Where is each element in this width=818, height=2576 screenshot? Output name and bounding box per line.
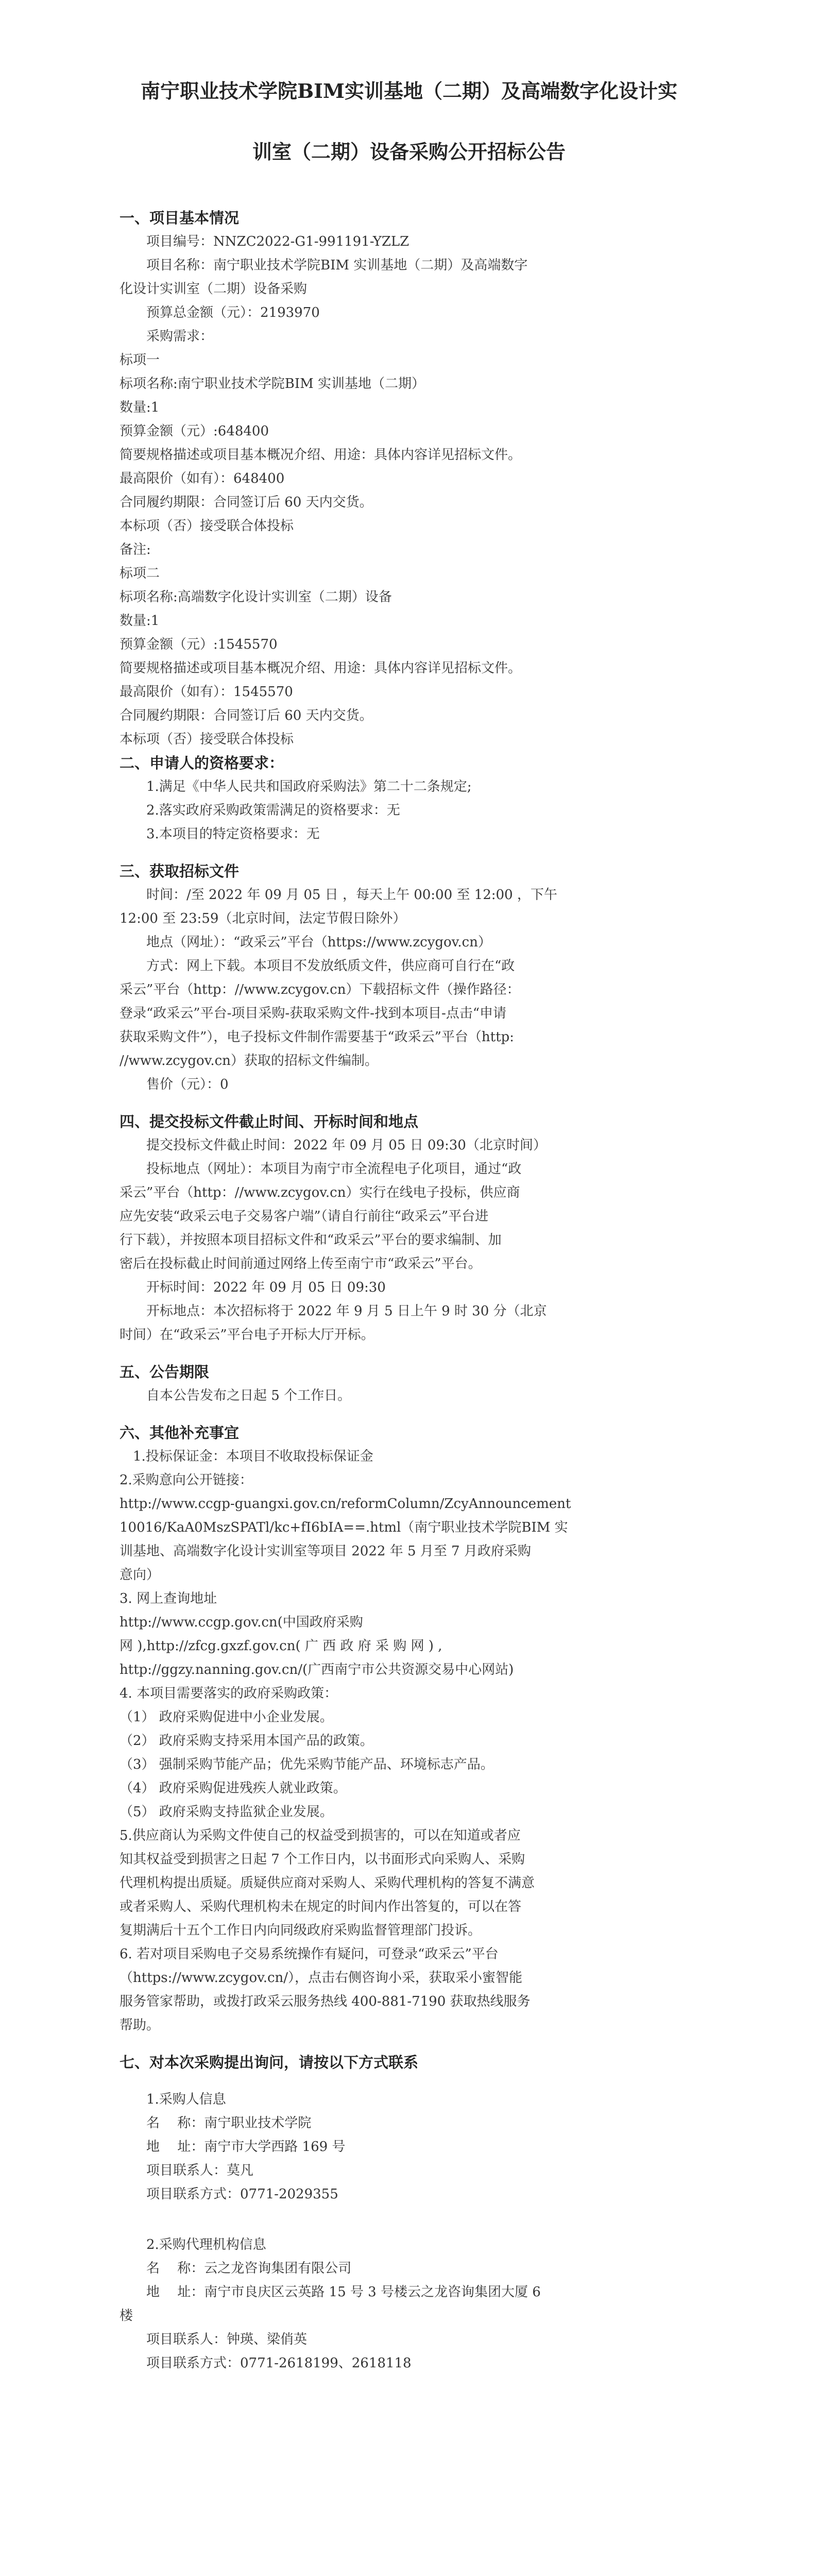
section-heading: 六、其他补充事宜 <box>120 1424 240 1442</box>
purchase-demand-label: 采购需求： <box>120 329 214 344</box>
obtain-method: //www.zcygov.cn）获取的招标文件编制。 <box>120 1053 378 1069</box>
bid-place: 投标地点（网址）：本项目为南宁市全流程电子化项目，通过“政 <box>120 1161 522 1177</box>
lot-one <box>120 348 702 562</box>
obtain-method: 采云”平台（http：//www.zcygov.cn）下载招标文件（操作路径： <box>120 982 520 997</box>
document-price: 售价（元）：0 <box>120 1077 229 1092</box>
section-supplementary <box>120 1421 702 2037</box>
supplementary-line: 服务管家帮助，或拨打政采云服务热线 400-881-7190 获取热线服务 <box>120 1994 531 2009</box>
supplementary-line: 4. 本项目需要落实的政府采购政策： <box>120 1686 338 1701</box>
supplementary-line: （https://www.zcygov.cn/），点击右侧咨询小采，获取采小蜜智能 <box>120 1970 523 1986</box>
lot-line: 标项一 <box>120 352 160 368</box>
qualification-item: 2.落实政府采购政策需满足的资格要求：无 <box>146 803 400 818</box>
lot-line: 数量:1 <box>120 613 160 629</box>
title-line-2: 训室（二期）设备采购公开招标公告 <box>252 140 566 163</box>
section-heading: 五、公告期限 <box>120 1363 210 1381</box>
supplementary-line: 6. 若对项目采购电子交易系统操作有疑问，可登录“政采云”平台 <box>120 1946 499 1962</box>
bid-place: 行下载），并按照本项目招标文件和“政采云”平台的要求编制、加 <box>120 1232 502 1248</box>
section-heading: 七、对本次采购提出询问，请按以下方式联系 <box>120 2054 419 2071</box>
lot-line: 简要规格描述或项目基本概况介绍、用途：具体内容详见招标文件。 <box>120 660 522 676</box>
lot-line: 最高限价（如有）：1545570 <box>120 684 293 700</box>
supplementary-line: 代理机构提出质疑。质疑供应商对采购人、采购代理机构的答复不满意 <box>120 1875 535 1891</box>
project-name-line: 项目名称：南宁职业技术学院BIM 实训基地（二期）及高端数字 <box>120 258 528 273</box>
policy-item: （2） 政府采购支持采用本国产品的政策。 <box>120 1733 373 1749</box>
section-heading: 二、申请人的资格要求： <box>120 754 284 772</box>
supplementary-line: 10016/KaA0MszSPATl/kc+fI6bIA==.html（南宁职业技术学院BIM 实 <box>120 1520 568 1535</box>
lot-line: 简要规格描述或项目基本概况介绍、用途：具体内容详见招标文件。 <box>120 447 522 463</box>
query-link[interactable]: 网 ),http://zfcg.gxzf.gov.cn( 广 西 政 府 采 购 网 ) , <box>120 1638 442 1654</box>
agent-info-title: 2.采购代理机构信息 <box>146 2237 266 2252</box>
supplementary-line: 1.投标保证金：本项目不收取投标保证金 <box>120 1449 373 1464</box>
obtain-time: 时间：/至 2022 年 09 月 05 日 ，每天上午 00:00 至 12:00 ，下午 <box>120 887 557 903</box>
supplementary-line: 或者采购人、采购代理机构未在规定的时间内作出答复的，可以在答 <box>120 1899 522 1914</box>
buyer-name: 名 称：南宁职业技术学院 <box>120 2115 312 2131</box>
obtain-method: 登录“政采云”平台-项目采购-获取采购文件-找到本项目-点击“申请 <box>120 1006 507 1021</box>
opening-time: 开标时间：2022 年 09 月 05 日 09:30 <box>120 1280 386 1295</box>
lot-line: 数量:1 <box>120 400 160 415</box>
query-link[interactable]: http://www.ccgp.gov.cn(中国政府采购 <box>120 1615 363 1630</box>
obtain-time: 12:00 至 23:59（北京时间，法定节假日除外） <box>120 911 406 926</box>
agent-phone: 项目联系方式：0771-2618199、2618118 <box>120 2355 412 2371</box>
qualification-item: 3.本项目的特定资格要求：无 <box>146 826 320 842</box>
lot-line: 合同履约期限：合同签订后 60 天内交货。 <box>120 708 373 723</box>
agent-address: 地 址：南宁市良庆区云英路 15 号 3 号楼云之龙咨询集团大厦 6 <box>120 2284 541 2300</box>
buyer-phone: 项目联系方式：0771-2029355 <box>120 2187 338 2202</box>
section-qualification <box>120 751 702 846</box>
opening-place: 开标地点：本次招标将于 2022 年 9 月 5 日上午 9 时 30 分（北京 <box>120 1303 547 1319</box>
project-number: 项目编号：NNZC2022-G1-991191-YZLZ <box>120 234 410 249</box>
policy-item: （1） 政府采购促进中小企业发展。 <box>120 1709 333 1725</box>
obtain-method: 获取采购文件”），电子投标文件制作需要基于“政采云”平台（http: <box>120 1029 514 1045</box>
supplementary-line: 复期满后十五个工作日内向同级政府采购监督管理部门投诉。 <box>120 1923 482 1938</box>
agent-address: 楼 <box>120 2308 133 2324</box>
bid-place: 应先安装“政采云电子交易客户端”（请自行前往“政采云”平台进 <box>120 1209 489 1224</box>
buyer-info-title: 1.采购人信息 <box>146 2092 226 2107</box>
lot-line: 本标项（否）接受联合体投标 <box>120 732 294 747</box>
lot-line: 标项二 <box>120 566 160 581</box>
section-deadline <box>120 1110 702 1347</box>
lot-line: 预算金额（元）:648400 <box>120 423 269 439</box>
buyer-contact: 项目联系人：莫凡 <box>120 2163 254 2178</box>
opening-place: 时间）在“政采云”平台电子开标大厅开标。 <box>120 1327 374 1343</box>
supplementary-line: 2.采购意向公开链接： <box>120 1472 253 1488</box>
lot-line: 预算金额（元）:1545570 <box>120 637 278 652</box>
section-obtain-documents <box>120 859 702 1096</box>
document-title <box>103 61 715 182</box>
supplementary-line: 意向） <box>120 1567 160 1583</box>
lot-line: 本标项（否）接受联合体投标 <box>120 518 294 534</box>
agent-name: 名 称：云之龙咨询集团有限公司 <box>120 2261 352 2276</box>
lot-two <box>120 562 702 751</box>
lot-line: 标项名称:南宁职业技术学院BIM 实训基地（二期） <box>120 376 425 392</box>
policy-item: （4） 政府采购促进残疾人就业政策。 <box>120 1781 347 1796</box>
project-name-line: 化设计实训室（二期）设备采购 <box>120 281 308 297</box>
bid-place: 密后在投标截止时间前通过网络上传至南宁市“政采云”平台。 <box>120 1256 482 1272</box>
supplementary-line: 帮助。 <box>120 2018 160 2033</box>
section-contacts <box>120 2050 702 2375</box>
bid-place: 采云”平台（http：//www.zcygov.cn）实行在线电子投标，供应商 <box>120 1185 520 1200</box>
lot-line: 最高限价（如有）：648400 <box>120 471 285 486</box>
buyer-address: 地 址：南宁市大学西路 169 号 <box>120 2139 346 2155</box>
query-link[interactable]: http://ggzy.nanning.gov.cn/(广西南宁市公共资源交易中心网站) <box>120 1662 514 1677</box>
section-heading: 一、项目基本情况 <box>120 209 240 227</box>
lot-line: 合同履约期限：合同签订后 60 天内交货。 <box>120 495 373 510</box>
supplementary-line: 知其权益受到损害之日起 7 个工作日内，以书面形式向采购人、采购 <box>120 1852 525 1867</box>
section-notice-period <box>120 1360 702 1408</box>
supplementary-line: 训基地、高端数字化设计实训室等项目 2022 年 5 月至 7 月政府采购 <box>120 1544 531 1559</box>
policy-item: （3） 强制采购节能产品；优先采购节能产品、环境标志产品。 <box>120 1757 494 1772</box>
policy-item: （5） 政府采购支持监狱企业发展。 <box>120 1804 333 1820</box>
section-heading: 三、获取招标文件 <box>120 862 240 880</box>
lot-line: 备注: <box>120 542 151 557</box>
submission-deadline: 提交投标文件截止时间：2022 年 09 月 05 日 09:30（北京时间） <box>120 1138 547 1153</box>
title-line-1: 南宁职业技术学院BIM实训基地（二期）及高端数字化设计实 <box>141 79 677 103</box>
intent-link[interactable]: http://www.ccgp-guangxi.gov.cn/reformColumn/ZcyAnnouncement <box>120 1496 571 1512</box>
lot-line: 标项名称:高端数字化设计实训室（二期）设备 <box>120 589 392 605</box>
total-budget: 预算总金额（元）：2193970 <box>120 305 320 320</box>
obtain-method: 方式：网上下载。本项目不发放纸质文件，供应商可自行在“政 <box>120 958 515 974</box>
notice-period-text: 自本公告发布之日起 5 个工作日。 <box>120 1388 351 1403</box>
section-project-basics <box>120 206 702 751</box>
supplementary-line: 5.供应商认为采购文件使自己的权益受到损害的，可以在知道或者应 <box>120 1828 521 1843</box>
announcement-body <box>120 206 702 2375</box>
agent-contact: 项目联系人：钟瑛、梁俏英 <box>120 2332 308 2347</box>
qualification-item: 1.满足《中华人民共和国政府采购法》第二十二条规定; <box>146 779 472 794</box>
section-heading: 四、提交投标文件截止时间、开标时间和地点 <box>120 1113 419 1130</box>
supplementary-line: 3. 网上查询地址 <box>120 1591 217 1606</box>
obtain-place: 地点（网址）：“政采云”平台（https://www.zcygov.cn） <box>120 935 491 950</box>
